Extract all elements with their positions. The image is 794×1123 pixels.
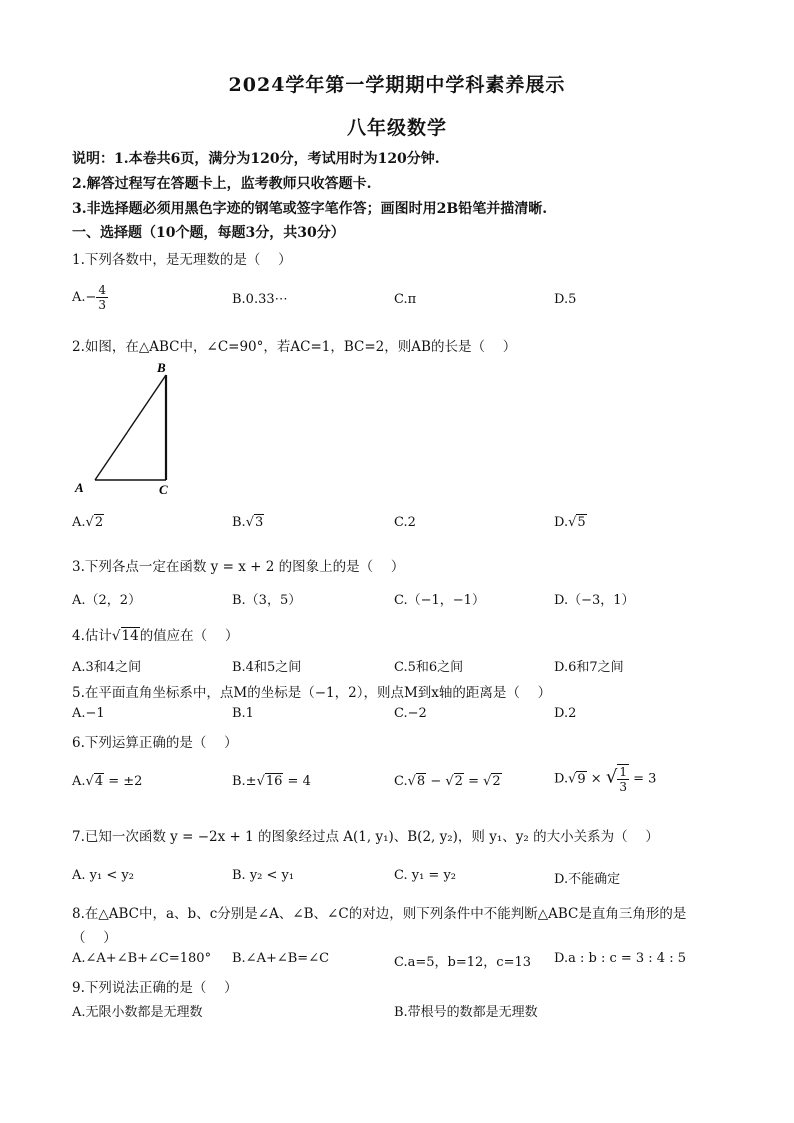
q3-stem: 3.下列各点一定在函数 y = x + 2 的图象上的是（ ）	[72, 559, 405, 575]
q6-stem: 6.下列运算正确的是（ ）	[72, 735, 238, 751]
q2-option-d: D.√5	[554, 515, 586, 530]
q6-option-c: C.√8 − √2 = √2	[394, 774, 501, 789]
section-heading: 一、选择题（10个题，每题3分，共30分）	[72, 225, 345, 241]
q5-option-a: A.−1	[72, 706, 105, 721]
q8-option-b: B.∠A+∠B=∠C	[232, 951, 330, 966]
vertex-c-label: C	[159, 482, 168, 497]
q6-option-a: A.√4 = ±2	[72, 774, 143, 789]
q3-option-a: A.（2，2）	[72, 593, 142, 608]
fraction: $\frac{4}{3}$	[98, 283, 107, 312]
exam-subtitle: 八年级数学	[346, 117, 447, 139]
q1-option-b: B.0.33⋯	[232, 292, 288, 307]
q3-option-d: D.（−3，1）	[554, 593, 635, 608]
note-line-2: 2.解答过程写在答题卡上，监考教师只收答题卡.	[72, 176, 372, 192]
q7-option-a: A. y₁ < y₂	[72, 868, 134, 883]
q1-stem: 1.下列各数中，是无理数的是（ ）	[72, 252, 292, 268]
triangle-figure	[70, 360, 190, 500]
q9-option-b: B.带根号的数都是无理数	[394, 1005, 538, 1020]
q4-option-a: A.3和4之间	[72, 660, 142, 675]
q8-option-c: C.a=5，b=12，c=13	[394, 955, 532, 970]
q2-option-b: B.√3	[232, 515, 264, 530]
q1-option-a: A.− $\frac{4}{3}$	[72, 283, 107, 312]
q5-option-d: D.2	[554, 706, 577, 721]
q9-stem: 9.下列说法正确的是（ ）	[72, 980, 238, 996]
q4-option-d: D.6和7之间	[554, 660, 624, 675]
q9-option-a: A.无限小数都是无理数	[72, 1005, 203, 1020]
q2-option-c: C.2	[394, 515, 416, 530]
q8-stem: 8.在△ABC中，a、b、c分别是∠A、∠B、∠C的对边，则下列条件中不能判断△ABC是直角三角形的是	[72, 906, 687, 922]
q1-option-d: D.5	[554, 292, 577, 307]
q8-option-a: A.∠A+∠B+∠C=180°	[72, 951, 212, 966]
fraction: $\frac{1}{3}$	[619, 765, 627, 794]
vertex-b-label: B	[157, 360, 166, 375]
q8-stem-continued: （ ）	[72, 930, 117, 946]
q1-option-c: C.π	[394, 292, 417, 307]
q5-stem: 5.在平面直角坐标系中，点M的坐标是（−1，2），则点M到x轴的距离是（ ）	[72, 685, 552, 701]
q4-option-c: C.5和6之间	[394, 660, 464, 675]
q5-option-b: B.1	[232, 706, 254, 721]
q6-option-d: D.√9 × √ $\frac{1}{3}$ = 3	[554, 765, 657, 794]
note-line-1: 说明：1.本卷共6页，满分为120分，考试用时为120分钟.	[72, 151, 440, 167]
q3-option-b: B.（3，5）	[232, 593, 302, 608]
exam-title: 2024学年第一学期期中学科素养展示	[228, 74, 566, 96]
q8-option-d: D.a : b : c = 3 : 4 : 5	[554, 951, 686, 966]
q7-stem: 7.已知一次函数 y = −2x + 1 的图象经过点 A(1, y₁)、B(2, y₂)，则 y₁、y₂ 的大小关系为（ ）	[72, 829, 659, 845]
q4-option-b: B.4和5之间	[232, 660, 302, 675]
q7-option-c: C. y₁ = y₂	[394, 868, 457, 883]
q6-option-b: B.±√16 = 4	[232, 774, 311, 789]
vertex-a-label: A	[75, 480, 84, 495]
q2-option-a: A.√2	[72, 515, 104, 530]
q7-option-d: D.不能确定	[554, 872, 621, 887]
side-ab	[95, 375, 166, 480]
q5-option-c: C.−2	[394, 706, 427, 721]
note-line-3: 3.非选择题必须用黑色字迹的钢笔或签字笔作答；画图时用2B铅笔并描清晰.	[72, 201, 548, 217]
q7-option-b: B. y₂ < y₁	[232, 868, 295, 883]
q2-stem: 2.如图，在△ABC中，∠C=90°，若AC=1，BC=2，则AB的长是（ ）	[72, 339, 517, 355]
q4-stem: 4.估计√14的值应在（ ）	[72, 628, 239, 644]
q3-option-c: C.（−1，−1）	[394, 593, 485, 608]
